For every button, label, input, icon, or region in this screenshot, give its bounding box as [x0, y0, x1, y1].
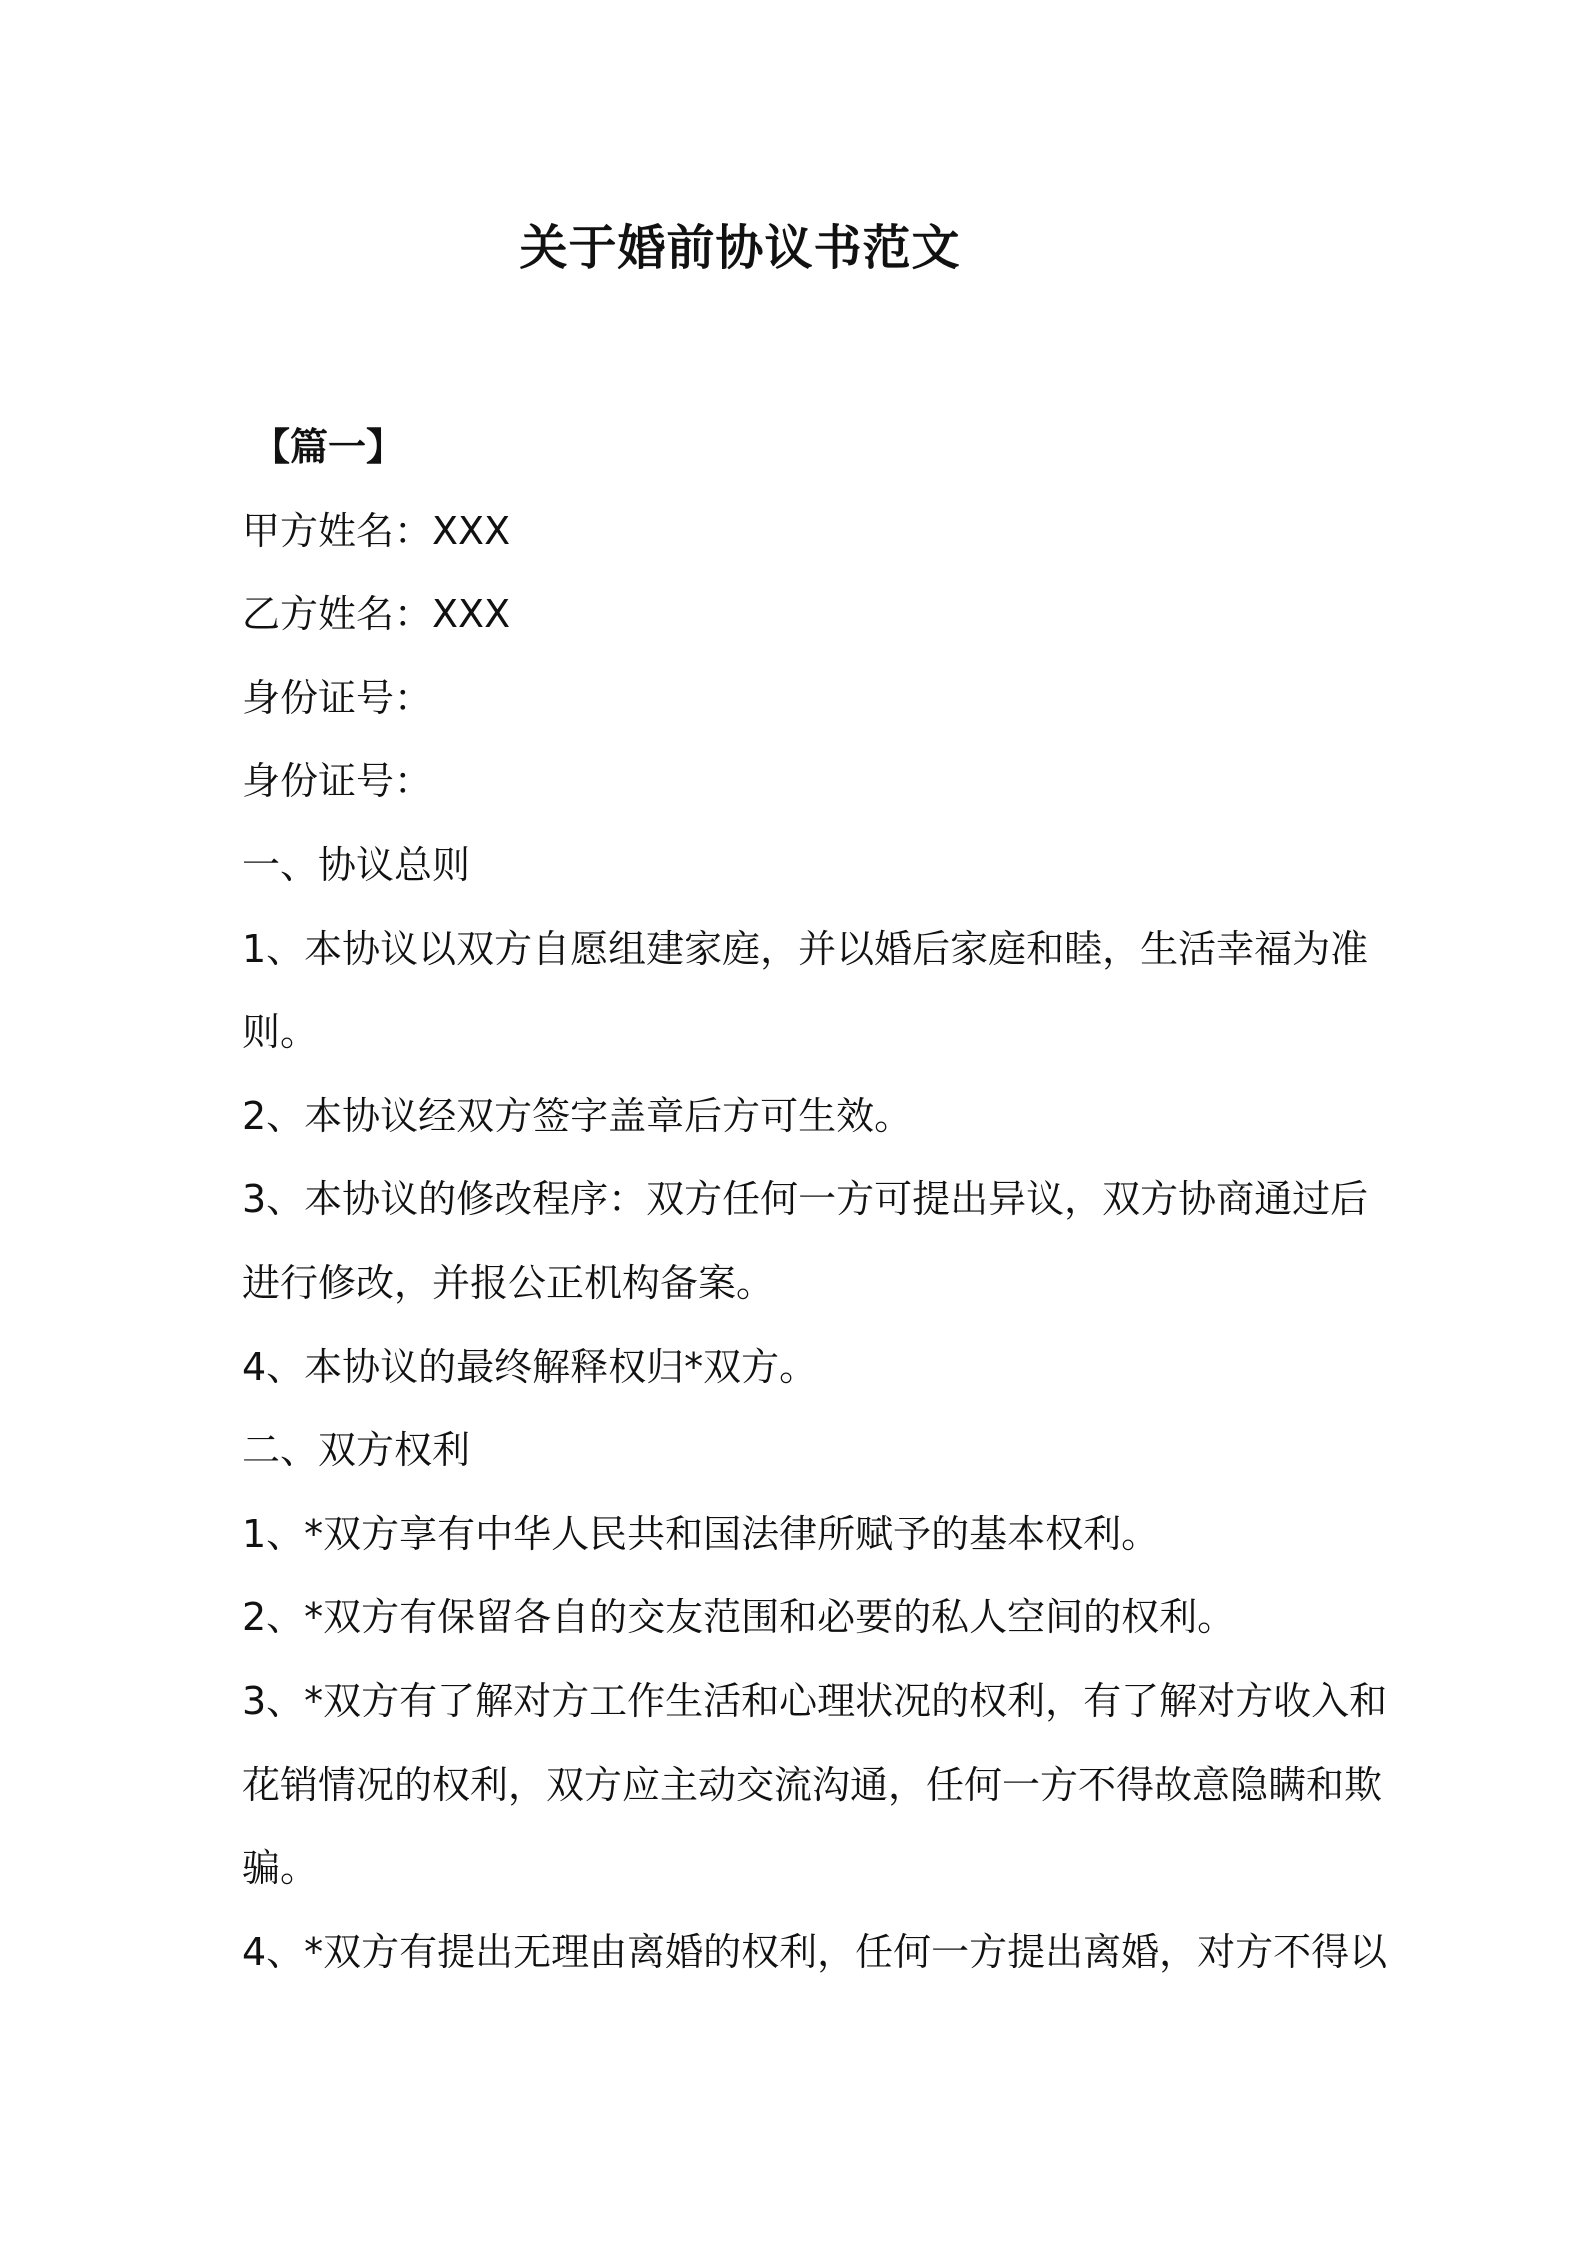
id-number-a: 身份证号： [242, 675, 433, 720]
paragraph-line: 骗。 [242, 1846, 319, 1891]
paragraph-line: 2、*双方有保留各自的交友范围和必要的私人空间的权利。 [242, 1595, 1236, 1640]
section-heading-general: 一、协议总则 [242, 842, 471, 887]
party-a-name: 甲方姓名：XXX [242, 508, 511, 553]
paragraph-line: 4、*双方有提出无理由离婚的权利，任何一方提出离婚，对方不得以 [242, 1929, 1388, 1974]
paragraph-line: 花销情况的权利，双方应主动交流沟通，任何一方不得故意隐瞒和欺 [242, 1762, 1383, 1807]
paragraph-line: 1、*双方享有中华人民共和国法律所赋予的基本权利。 [242, 1511, 1160, 1556]
paragraph-line: 进行修改，并报公正机构备案。 [242, 1260, 775, 1305]
paragraph-line: 1、本协议以双方自愿组建家庭，并以婚后家庭和睦，生活幸福为准 [242, 926, 1369, 971]
paragraph-line: 则。 [242, 1010, 319, 1055]
paragraph-line: 4、本协议的最终解释权归*双方。 [242, 1344, 818, 1389]
paragraph-line: 3、本协议的修改程序：双方任何一方可提出异议，双方协商通过后 [242, 1177, 1369, 1222]
document-body [242, 406, 1388, 1994]
paragraph-line: 3、*双方有了解对方工作生活和心理状况的权利，有了解对方收入和 [242, 1678, 1388, 1723]
paragraph-line: 2、本协议经双方签字盖章后方可生效。 [242, 1093, 913, 1138]
id-number-b: 身份证号： [242, 759, 433, 804]
document-title: 关于婚前协议书范文 [519, 220, 961, 276]
party-b-name: 乙方姓名：XXX [242, 592, 511, 637]
section-heading-rights: 二、双方权利 [242, 1428, 471, 1473]
section-label-part-one: 【篇一】 [252, 425, 405, 469]
